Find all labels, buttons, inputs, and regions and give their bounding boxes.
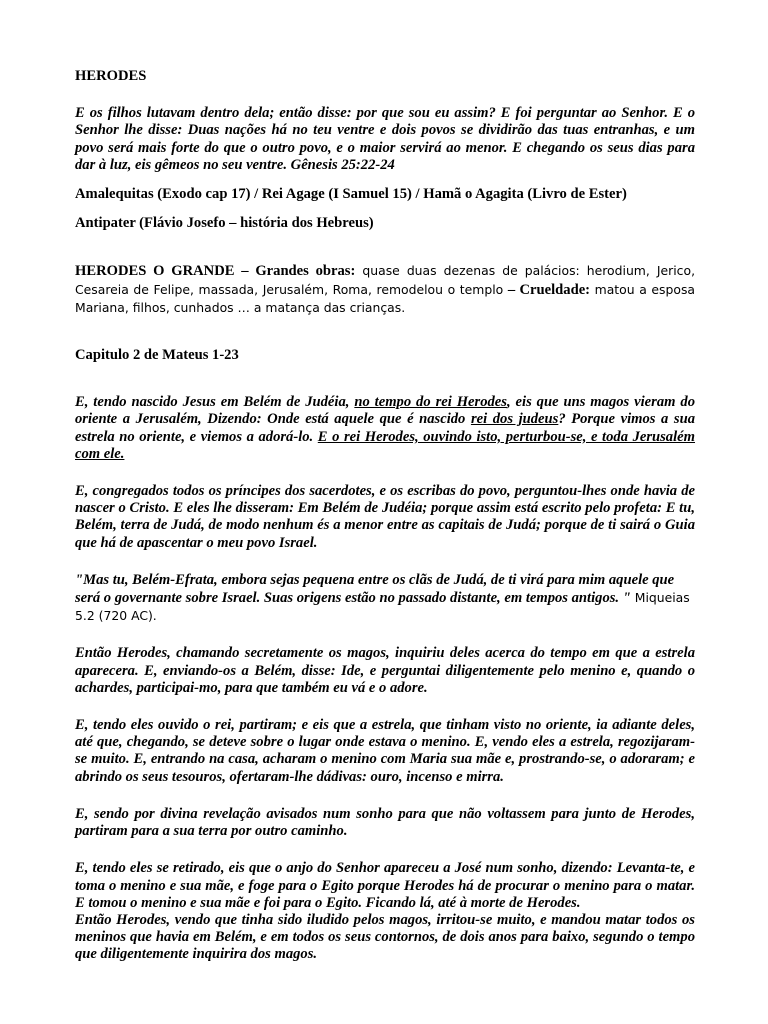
verse-paragraph-8: Então Herodes, vendo que tinha sido iludido pelos magos, irritou-se muito, e mandou matar todos os meninos que havia em Belém, e em todos os seus contornos, de dois anos para baixo, segundo o tempo que diligentemente inquirira dos magos. bbox=[75, 911, 695, 963]
verse-1-part-c: ? Porque vimos a sua estrela no oriente, e viemos a adorá-lo. bbox=[75, 411, 696, 445]
verse-paragraph-2: E, congregados todos os príncipes dos sacerdotes, e os escribas do povo, perguntou-lhes onde havia de nascer o Cristo. E eles lhe disseram: Em Belém de Judéia; porque assim está escrito pelo profeta: E tu, Belém, terra de Judá, de modo nenhum és a menor entre as capitais de Judá; porque de ti sairá o Guia que há de apascentar o meu povo Israel. bbox=[75, 483, 695, 551]
miqueias-reference: Miqueias 5.2 (720 AC). bbox=[75, 590, 690, 624]
underlined-rei-herodes: no tempo do rei Herodes bbox=[354, 394, 507, 411]
obras-dash: – bbox=[507, 281, 516, 298]
verse-paragraph-7: E, tendo eles se retirado, eis que o anjo do Senhor apareceu a José num sonho, dizendo: Levanta-te, e toma o menino e sua mãe, e foge para o Egito porque Herodes há de procurar o menino para o matar. E tomou o menino e sua mãe e foi para o Egito. Ficando lá, até à morte de Herodes. bbox=[75, 860, 695, 911]
verse-paragraph-6: E, sendo por divina revelação avisados num sonho para que não voltassem para junto de Herodes, partiram para a sua terra por outro caminho. bbox=[75, 805, 695, 840]
verse-1-part-b: , eis que uns magos vieram do oriente a Jerusalém, Dizendo: Onde está aquele que é nascido bbox=[75, 394, 695, 428]
obras-label: Grandes obras: bbox=[255, 263, 356, 280]
amalek-line: Amalequitas (Exodo cap 17) / Rei Agage (I Samuel 15) / Hamã o Agagita (Livro de Ester) bbox=[75, 186, 627, 203]
obras-text: quase duas dezenas de palácios: herodium, Jerico, Cesareia de Felipe, massada, Jerusalém, Roma, remodelou o templo bbox=[75, 263, 696, 297]
verse-paragraph-3 bbox=[75, 572, 695, 626]
crueldade-label: Crueldade: bbox=[515, 281, 591, 298]
verse-paragraph-1 bbox=[75, 394, 695, 463]
intro-verse: E os filhos lutavam dentro dela; então disse: por que sou eu assim? E foi perguntar ao Senhor. E o Senhor lhe disse: Duas nações há no teu ventre e dois povos se dividirão das tuas entranhas, e um povo será mais forte do que o outro povo, e o maior servirá ao menor. E chegando os seus dias para dar à luz, eis gêmeos no seu ventre. Gênesis 25:22-24 bbox=[75, 105, 695, 173]
verse-paragraph-4: Então Herodes, chamando secretamente os magos, inquiriu deles acerca do tempo em que a estrela aparecera. E, enviando-os a Belém, disse: Ide, e perguntai diligentemente pelo menino e, quando o achardes, participai-mo, para que também eu vá e o adore. bbox=[75, 645, 695, 696]
miqueias-quote: "Mas tu, Belém-Efrata, embora sejas pequena entre os clãs de Judá, de ti virá para mim aquele que será o governante sobre Israel. Suas origens estão no passado distante, em tempos antigos. " bbox=[75, 571, 675, 607]
crueldade-text: matou a esposa Mariana, filhos, cunhados … a matança das crianças. bbox=[75, 281, 696, 315]
underlined-rei-dos-judeus: rei dos judeus bbox=[470, 411, 559, 428]
chapter-heading: Capitulo 2 de Mateus 1-23 bbox=[75, 347, 239, 364]
antipater-line: Antipater (Flávio Josefo – história dos Hebreus) bbox=[75, 215, 374, 232]
verse-1-part-a: E, tendo nascido Jesus em Belém de Judéia, bbox=[75, 394, 355, 411]
verse-paragraph-5: E, tendo eles ouvido o rei, partiram; e eis que a estrela, que tinham visto no oriente, ia adiante deles, até que, chegando, se deteve sobre o lugar onde estava o menino. E, vendo eles a estrela, regozijaram-se muito. E, entrando na casa, acharam o menino com Maria sua mãe e, prostrando-se, o adoraram; e abrindo os seus tesouros, ofertaram-lhe dádivas: ouro, incenso e mirra. bbox=[75, 717, 695, 785]
document-title: HERODES bbox=[75, 68, 147, 84]
underlined-herodes-perturbou: E o rei Herodes, ouvindo isto, perturbou-se, e toda Jerusalém com ele. bbox=[75, 428, 695, 462]
herodes-grande-heading: HERODES O GRANDE – bbox=[75, 263, 249, 280]
herodes-grande-paragraph bbox=[75, 262, 695, 317]
